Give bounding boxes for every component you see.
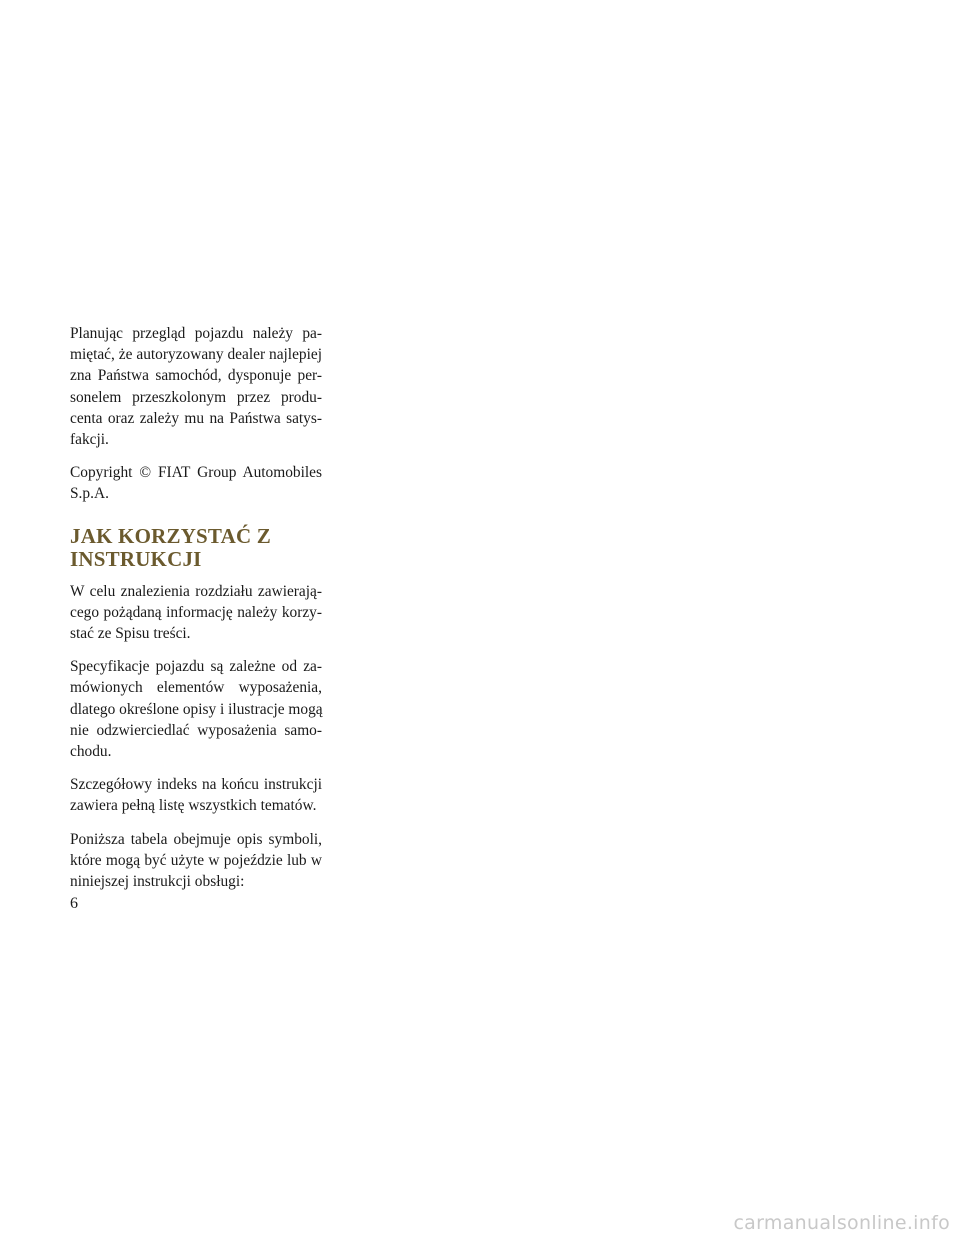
text-line: zna Państwa samochód, dysponuje per- <box>70 367 322 385</box>
text-column <box>70 323 322 904</box>
text-line: Planując przegląd pojazdu należy pa- <box>70 325 322 342</box>
paragraph-specifications <box>70 656 322 762</box>
text-line: Copyright © FIAT Group Automobiles <box>70 464 322 482</box>
text-line: centa oraz zależy mu na Państwa satys- <box>70 409 322 427</box>
watermark-text: carmanualsonline.info <box>733 1212 950 1234</box>
text-line: Szczegółowy indeks na końcu instrukcji <box>70 776 322 794</box>
text-line: Specyfikacje pojazdu są zależne od za- <box>70 658 322 676</box>
text-line: dlatego określone opisy i ilustracje mogą <box>70 700 323 718</box>
text-line: niniejszej instrukcji obsługi: <box>70 873 245 891</box>
text-line: stać ze Spisu treści. <box>70 625 191 643</box>
paragraph-symbols-table <box>70 829 322 893</box>
text-line: miętać, że autoryzowany dealer najlepiej <box>70 346 322 364</box>
text-line: nie odzwierciedlać wyposażenia samo- <box>70 721 322 739</box>
text-line: sonelem przeszkolonym przez produ- <box>70 388 322 406</box>
section-heading <box>70 525 322 571</box>
text-line: cego pożądaną informację należy korzy- <box>70 603 322 621</box>
paragraph-index <box>70 774 322 816</box>
text-line: które mogą być użyte w pojeździe lub w <box>70 851 322 869</box>
text-line: fakcji. <box>70 431 109 449</box>
heading-line: JAK KORZYSTAĆ Z <box>70 523 271 548</box>
paragraph-table-of-contents <box>70 581 322 645</box>
text-line: chodu. <box>70 743 112 761</box>
text-line: zawiera pełną listę wszystkich tematów. <box>70 797 317 815</box>
page-number: 6 <box>70 895 78 912</box>
text-line: W celu znalezienia rozdziału zawierają- <box>70 582 322 600</box>
text-line: mówionych elementów wyposażenia, <box>70 679 322 697</box>
paragraph-service-dealer <box>70 323 322 450</box>
text-line: Poniższa tabela obejmuje opis symboli, <box>70 830 322 848</box>
heading-line: INSTRUKCJI <box>70 546 202 571</box>
text-line: S.p.A. <box>70 485 109 503</box>
paragraph-copyright <box>70 462 322 504</box>
